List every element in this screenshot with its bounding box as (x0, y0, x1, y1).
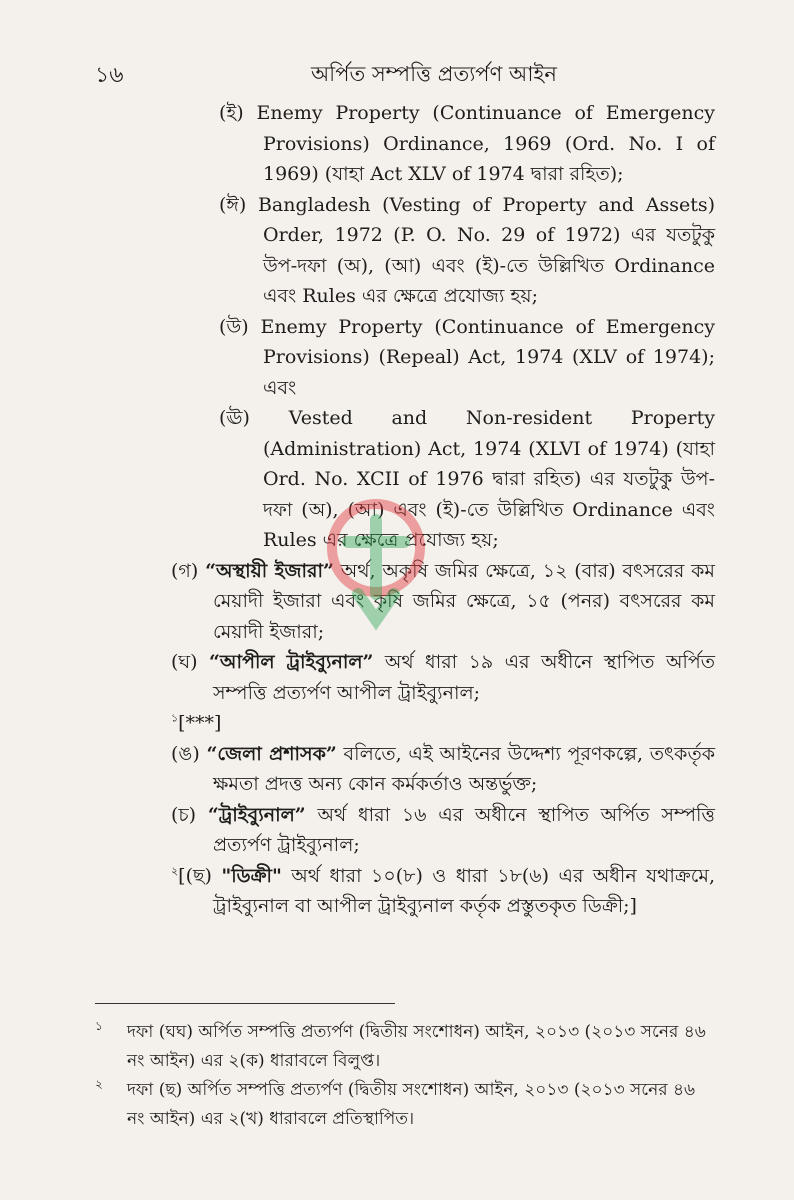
footnote-1 (95, 1018, 715, 1076)
footnote-text: দফা (ছ) অর্পিত সম্পত্তি প্রত্যর্পণ (দ্বিতীয় সংশোধন) আইন, ২০১৩ (২০১৩ সনের ৪৬ নং আইন) এর ২(খ) ধারাবলে প্রতিস্থাপিত। (127, 1080, 696, 1129)
footnote-ref: ২ (171, 864, 179, 878)
clause-text: Bangladesh (Vesting of Property and Assets) Order, 1972 (P. O. No. 29 of 1972) এর যতটুকু উপ-দফা (অ), (আ) এবং (ই)-তে উল্লিখিত Ordinance এবং Rules এর ক্ষেত্রে প্রযোজ্য হয়; (257, 193, 716, 307)
clause-i (95, 98, 715, 190)
clause-text: Enemy Property (Continuance of Emergency Provisions) Ordinance, 1969 (Ord. No. I of 1969) (যাহা Act XLV of 1974 দ্বারা রহিত); (256, 102, 715, 185)
footnotes (95, 1018, 715, 1134)
definition-label: [(ছ) (178, 864, 212, 887)
omission-mark: [***] (178, 712, 222, 734)
clause-label: (ই) (219, 102, 244, 124)
definition-term: “অস্থায়ী ইজারা” (205, 559, 334, 582)
clause-ii (95, 190, 715, 312)
definition-umo (95, 739, 715, 800)
footnote-2 (95, 1076, 715, 1134)
clause-u (95, 312, 715, 404)
definition-label: (চ) (171, 803, 197, 826)
footnote-mark: ২ (95, 1077, 103, 1091)
running-title: অর্পিত সম্পত্তি প্রত্যর্পণ আইন (311, 62, 557, 86)
publisher-watermark-logo (318, 498, 434, 646)
definition-label: (ঘ) (171, 651, 198, 673)
definition-text: বলিতে, এই আইনের উদ্দেশ্য পূরণকল্পে, তৎকর্তৃক ক্ষমতা প্রদত্ত অন্য কোন কর্মকর্তাও অন্তর্ভুক্ত; (213, 742, 715, 795)
definition-text: অর্থ ধারা ১৬ এর অধীনে স্থাপিত অর্পিত সম্পত্তি প্রত্যর্পণ ট্রাইব্যুনাল; (213, 803, 716, 856)
definition-term: "ডিক্রী" (221, 864, 282, 887)
footnote-divider (95, 1003, 395, 1004)
clause-label: (উ) (219, 315, 249, 338)
definition-label: (ঙ) (171, 742, 200, 765)
footnote-ref: ১ (171, 711, 179, 725)
definition-text: অর্থ ধারা ১০(৮) ও ধারা ১৮(৬) এর অধীন যথাক্রমে, ট্রাইব্যুনাল বা আপীল ট্রাইব্যুনাল কর্তৃক প্রস্তুতকৃত ডিক্রী;] (213, 864, 715, 917)
definition-term: “আপীল ট্রাইব্যুনাল” (208, 651, 374, 673)
definition-chha (95, 861, 715, 922)
footnote-text: দফা (ঘঘ) অর্পিত সম্পত্তি প্রত্যর্পণ (দ্বিতীয় সংশোধন) আইন, ২০১৩ (২০১৩ সনের ৪৬ নং আইন) এর ২(ক) ধারাবলে বিলুপ্ত। (127, 1022, 706, 1071)
clause-text: Enemy Property (Continuance of Emergency Provisions) (Repeal) Act, 1974 (XLV of 1974); এবং (260, 315, 715, 399)
definition-text: অর্থ ধারা ১৯ এর অধীনে স্থাপিত অর্পিত সম্পত্তি প্রত্যর্পণ আপীল ট্রাইব্যুনাল; (213, 651, 716, 704)
clause-text: Vested and Non-resident Property (Administration) Act, 1974 (XLVI of 1974) (যাহা Ord. No. XCII of 1976 দ্বারা রহিত) এর যতটুকু উপ-দফা (অ), (আ) এবং (ই)-তে উল্লিখিত Ordinance এবং Rules এর ক্ষেত্রে প্রযোজ্য হয়; (263, 407, 715, 551)
clause-label: (ঈ) (219, 193, 247, 216)
omitted-clause (95, 708, 715, 739)
definition-cha (95, 800, 715, 861)
definition-gha (95, 647, 715, 708)
footnote-mark: ১ (95, 1019, 103, 1033)
clause-label: (ঊ) (219, 407, 250, 429)
page-number: ১৬ (95, 63, 124, 88)
definition-label: (গ) (171, 559, 199, 582)
definition-text: অর্থ, অকৃষি জমির ক্ষেত্রে, ১২ (বার) বৎসরের কম মেয়াদী ইজারা এবং কৃষি জমির ক্ষেত্রে, ১৫ (পনর) বৎসরের কম মেয়াদী ইজারা; (213, 559, 715, 643)
running-head (95, 58, 734, 88)
definition-term: “জেলা প্রশাসক” (206, 742, 337, 765)
definition-term: “ট্রাইব্যুনাল” (207, 803, 306, 826)
